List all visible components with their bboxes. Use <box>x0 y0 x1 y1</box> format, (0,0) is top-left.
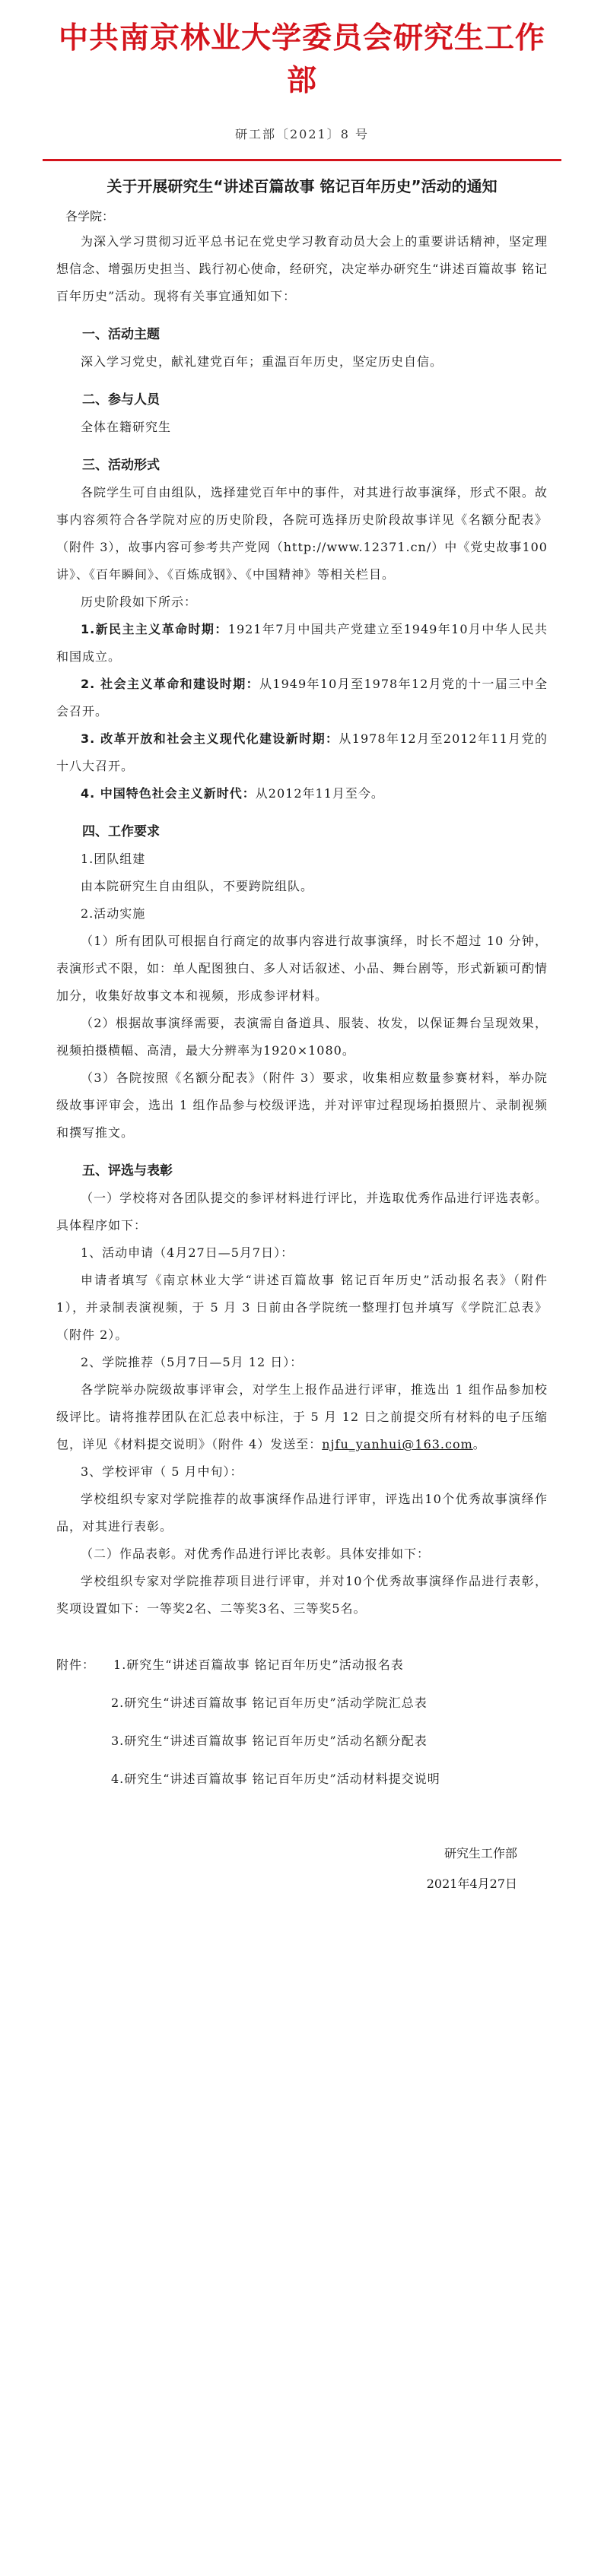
stage-label: 3. 改革开放和社会主义现代化建设新时期： <box>81 731 339 746</box>
theme-text: 深入学习党史，献礼建党百年；重温百年历史，坚定历史自信。 <box>81 354 443 369</box>
stage-text: 从2012年11月至今。 <box>255 786 384 801</box>
evaluation-part1-title: （一）学校将对各团队提交的参评材料进行评比，并选取优秀作品进行评选表彰。具体程序如下： <box>56 1191 548 1232</box>
stage-item <box>56 780 548 807</box>
stage-label: 4. 中国特色社会主义新时代： <box>81 786 256 801</box>
intro-paragraph: 为深入学习贯彻习近平总书记在党史学习教育动员大会上的重要讲话精神，坚定理想信念、增强历史担当、践行初心使命，经研究，决定举办研究生“讲述百篇故事 铭记百年历史”活动。现将有关事宜通知如下： <box>56 234 548 303</box>
subsection-title-implementation: 2.活动实施 <box>81 906 146 921</box>
step-title-application: 1、活动申请（4月27日—5月7日）： <box>81 1245 294 1260</box>
stages-intro: 历史阶段如下所示： <box>81 595 198 609</box>
step-text-review: 学校组织专家对学院推荐的故事演绎作品进行评审，评选出10个优秀故事演绎作品，对其进行表彰。 <box>56 1492 548 1534</box>
section-heading-requirements: 四、工作要求 <box>82 824 160 839</box>
attachment-item: 3.研究生“讲述百篇故事 铭记百年历史”活动名额分配表 <box>111 1734 428 1748</box>
step-title-recommendation: 2、学院推荐（5月7日—5月 12 日）： <box>81 1355 304 1369</box>
section-heading-participants: 二、参与人员 <box>82 392 160 408</box>
format-text: 各院学生可自由组队，选择建党百年中的事件，对其进行故事演绎，形式不限。故事内容须符合各学院对应的历史阶段，各院可选择历史阶段故事详见《名额分配表》（附件 3），故事内容可参考共产党网（http://www.12371.cn/）中《党史故事100讲》、《百年瞬间》、《百炼成钢》、《中国精神》等相关栏目。 <box>56 485 548 582</box>
section-heading-format: 三、活动形式 <box>82 458 160 473</box>
attachments-label: 附件： <box>56 1658 96 1672</box>
subsection-title-team: 1.团队组建 <box>81 852 146 866</box>
recommendation-text-end: 。 <box>472 1437 486 1451</box>
team-text: 由本院研究生自由组队，不要跨院组队。 <box>81 879 314 893</box>
email-link[interactable]: njfu_yanhui@163.com <box>322 1437 473 1451</box>
award-text: 学校组织专家对学院推荐项目进行评审，并对10个优秀故事演绎作品进行表彰，奖项设置如下：一等奖2名、二等奖3名、三等奖5名。 <box>56 1574 548 1616</box>
step-text-application: 申请者填写《南京林业大学“讲述百篇故事 铭记百年历史”活动报名表》（附件 1），并录制表演视频，于 5 月 3 日前由各学院统一整理打包并填写《学院汇总表》（附件 2）。 <box>56 1273 548 1342</box>
implementation-item: （2）根据故事演绎需要，表演需自备道具、服装、妆发，以保证舞台呈现效果，视频拍摄横幅、高清，最大分辨率为1920×1080。 <box>56 1016 548 1058</box>
section-heading-evaluation: 五、评选与表彰 <box>82 1163 173 1179</box>
stage-item <box>56 671 548 725</box>
stage-text: 1921年7月中国共产党建立至1949年10月中华人民共和国成立。 <box>56 622 548 664</box>
doc-number: 研工部〔2021〕8 号 <box>235 127 369 141</box>
implementation-item: （3）各院按照《名额分配表》（附件 3）要求，收集相应数量参赛材料，举办院级故事评审会，选出 1 组作品参与校级评选，并对评审过程现场拍摄照片、录制视频和撰写推文。 <box>56 1071 548 1140</box>
notice-page <box>0 17 604 2576</box>
red-divider <box>43 159 561 161</box>
attachment-item <box>56 1651 548 1679</box>
stage-label: 2. 社会主义革命和建设时期： <box>81 677 259 691</box>
signature <box>56 1838 548 1899</box>
stage-label: 1.新民主主义革命时期： <box>81 622 228 636</box>
attachment-item: 2.研究生“讲述百篇故事 铭记百年历史”活动学院汇总表 <box>111 1696 428 1710</box>
attachment-item: 4.研究生“讲述百篇故事 铭记百年历史”活动材料提交说明 <box>111 1772 440 1786</box>
notice-title: 关于开展研究生“讲述百篇故事 铭记百年历史”活动的通知 <box>106 177 498 195</box>
step-text-recommendation <box>56 1376 548 1458</box>
org-title: 中共南京林业大学委员会研究生工作部 <box>58 21 545 98</box>
attachment-text: 1.研究生“讲述百篇故事 铭记百年历史”活动报名表 <box>113 1658 404 1672</box>
signature-date: 2021年4月27日 <box>426 1876 517 1891</box>
stage-item <box>56 725 548 780</box>
attachments <box>56 1651 548 1793</box>
evaluation-part2-title: （二）作品表彰。对优秀作品进行评比表彰。具体安排如下： <box>81 1547 431 1561</box>
participants-text: 全体在籍研究生 <box>81 420 172 434</box>
stage-item <box>56 616 548 671</box>
signature-org: 研究生工作部 <box>443 1846 517 1861</box>
recommendation-text: 各学院举办院级故事评审会，对学生上报作品进行评审，推选出 1 组作品参加校级评比。请将推荐团队在汇总表中标注，于 5 月 12 日之前提交所有材料的电子压缩包，详见《材料提交说明》（附件 4）发送至： <box>56 1382 548 1451</box>
salutation: 各学院： <box>65 209 115 224</box>
step-title-review: 3、学校评审（ 5 月中旬）： <box>81 1464 243 1479</box>
section-heading-theme: 一、活动主题 <box>82 327 160 342</box>
implementation-item: （1）所有团队可根据自行商定的故事内容进行故事演绎，时长不超过 10 分钟，表演形式不限，如：单人配图独白、多人对话叙述、小品、舞台剧等，形式新颖可酌情加分，收集好故事文本和视频，形成参评材料。 <box>56 934 548 1003</box>
stage-text: 从1949年10月至1978年12月党的十一届三中全会召开。 <box>56 677 548 719</box>
stage-text: 从1978年12月至2012年11月党的十八大召开。 <box>56 731 548 773</box>
